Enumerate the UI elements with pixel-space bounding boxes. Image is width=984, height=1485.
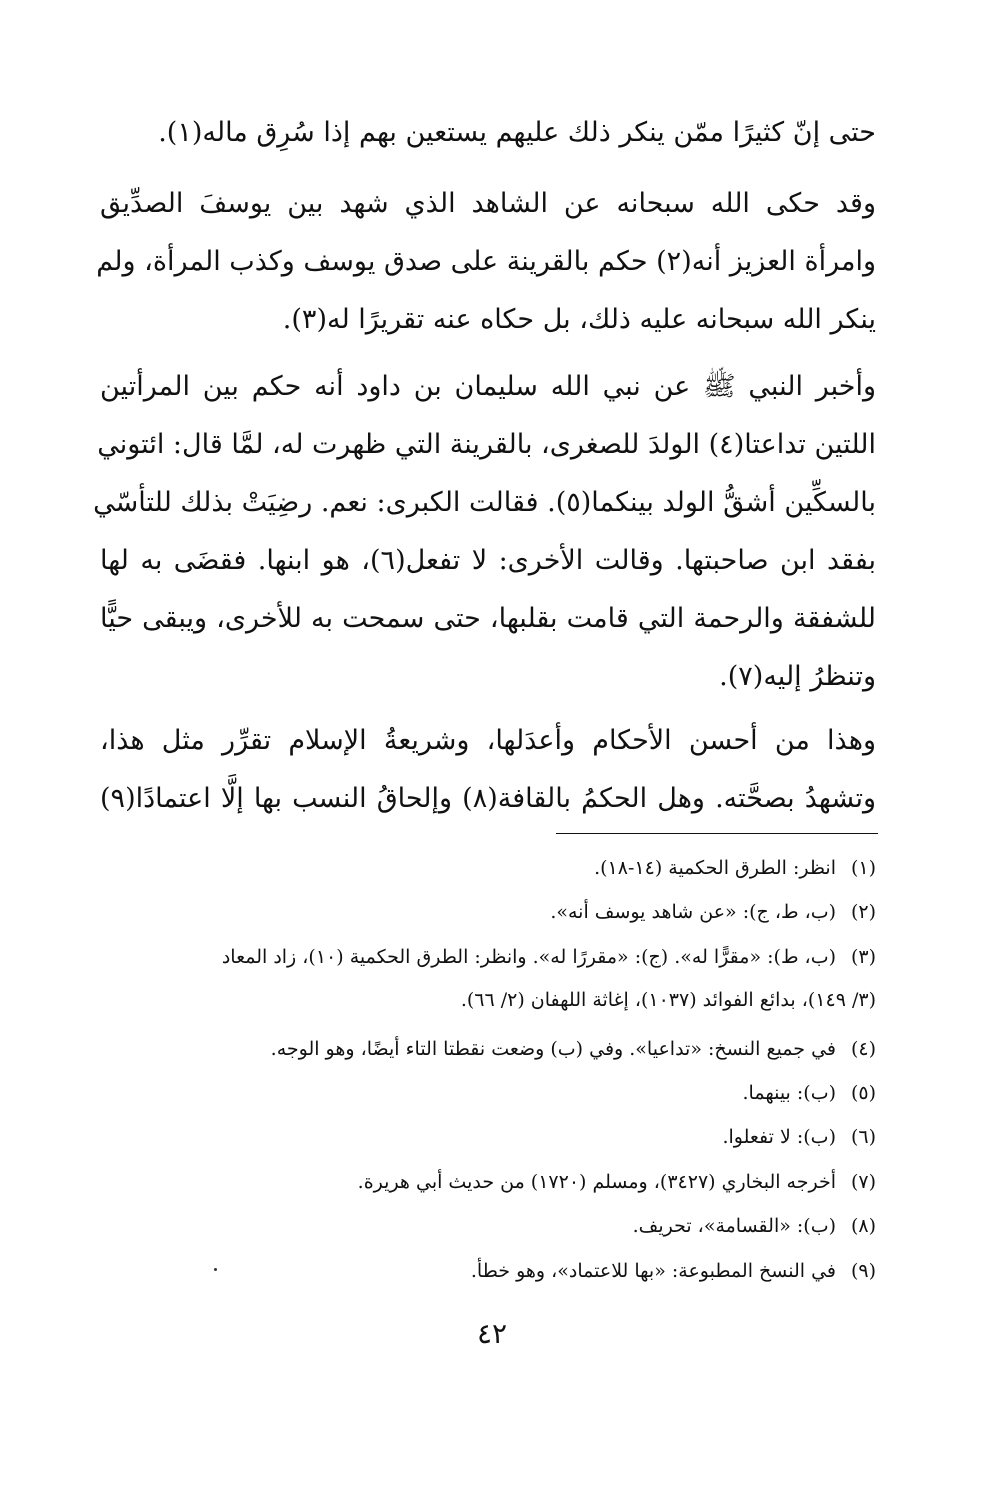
footnote-7	[86, 1162, 876, 1202]
footnote-3	[86, 937, 876, 977]
footnote-8	[86, 1206, 876, 1246]
body-line-8: بفقد ابن صاحبتها. وقالت الأخرى: لا تفعل(٦)، هو ابنها. فقضَى به لها	[100, 545, 877, 576]
footnote-number: (٣)	[850, 946, 876, 968]
body-line-10: وتنظرُ إليه(٧).	[719, 661, 876, 692]
footnote-3-continued: (٣/ ١٤٩)، بدائع الفوائد (١٠٣٧)، إغاثة اللهفان (٢/ ٦٦).	[460, 989, 876, 1011]
body-line-6: اللتين تداعتا(٤) الولدَ للصغرى، بالقرينة التي ظهرت له، لمَّا قال: ائتوني	[97, 429, 876, 460]
footnote-number: (١)	[850, 857, 876, 879]
footnote-text: في النسخ المطبوعة: «بها للاعتماد»، وهو خطأ.	[470, 1260, 836, 1282]
footnote-text: في جميع النسخ: «تداعيا». وفي (ب) وضعت نقطتا التاء أيضًا، وهو الوجه.	[270, 1038, 836, 1060]
footnote-separator	[556, 833, 878, 834]
footnote-6	[86, 1117, 876, 1157]
body-line-3: وامرأة العزيز أنه(٢) حكم بالقرينة على صدق يوسف وكذب المرأة، ولم	[96, 246, 876, 277]
body-line-1: حتى إنّ كثيرًا ممّن ينكر ذلك عليهم يستعين بهم إذا سُرِق ماله(١).	[158, 117, 876, 148]
body-line-12: وتشهدُ بصحَّته. وهل الحكمُ بالقافة(٨) وإلحاقُ النسب بها إلَّا اعتمادًا(٩)	[100, 783, 877, 814]
footnote-text: أخرجه البخاري (٣٤٢٧)، ومسلم (١٧٢٠) من حديث أبي هريرة.	[357, 1171, 836, 1193]
body-line-5: وأخبر النبي ﷺ عن نبي الله سليمان بن داود أنه حكم بين المرأتين	[100, 371, 876, 402]
body-line-9: للشفقة والرحمة التي قامت بقلبها، حتى سمحت به للأخرى، ويبقى حيًّا	[100, 603, 876, 634]
body-line-2: وقد حكى الله سبحانه عن الشاهد الذي شهد بين يوسفَ الصدِّيق	[100, 188, 876, 219]
footnote-5	[86, 1073, 876, 1113]
footnote-number: (٨)	[850, 1215, 876, 1237]
footnote-text: (ب): بينهما.	[742, 1082, 836, 1104]
footnote-9	[86, 1251, 876, 1291]
footnote-number: (٦)	[850, 1126, 876, 1148]
page-number: ٤٢	[476, 1317, 508, 1350]
footnote-number: (٢)	[850, 901, 876, 923]
footnote-number: (٧)	[850, 1171, 876, 1193]
footnote-4	[86, 1029, 876, 1069]
footnote-text: (ب): «القسامة»، تحريف.	[632, 1215, 836, 1237]
footnote-text: انظر: الطرق الحكمية (١٤-١٨).	[594, 857, 836, 879]
body-line-4: ينكر الله سبحانه عليه ذلك، بل حكاه عنه تقريرًا له(٣).	[282, 304, 876, 335]
footnote-number: (٩)	[850, 1260, 876, 1282]
footnote-text: (ب): لا تفعلوا.	[722, 1126, 836, 1148]
footnote-number: (٥)	[850, 1082, 876, 1104]
footnote-text: (ب، ط، ج): «عن شاهد يوسف أنه».	[550, 901, 836, 923]
footnote-2	[86, 892, 876, 932]
scan-speck	[214, 1268, 217, 1271]
footnote-1	[86, 848, 876, 888]
body-line-7: بالسكِّين أشقُّ الولد بينكما(٥). فقالت الكبرى: نعم. رضِيَتْ بذلك للتأسّي	[93, 487, 876, 518]
body-line-11: وهذا من أحسن الأحكام وأعدَلها، وشريعةُ الإسلام تقرِّر مثل هذا،	[100, 725, 876, 756]
footnote-number: (٤)	[850, 1038, 876, 1060]
footnote-text: (ب، ط): «مقرًّا له». (ج): «مقررًا له». وانظر: الطرق الحكمية (١٠)، زاد المعاد	[221, 946, 836, 968]
